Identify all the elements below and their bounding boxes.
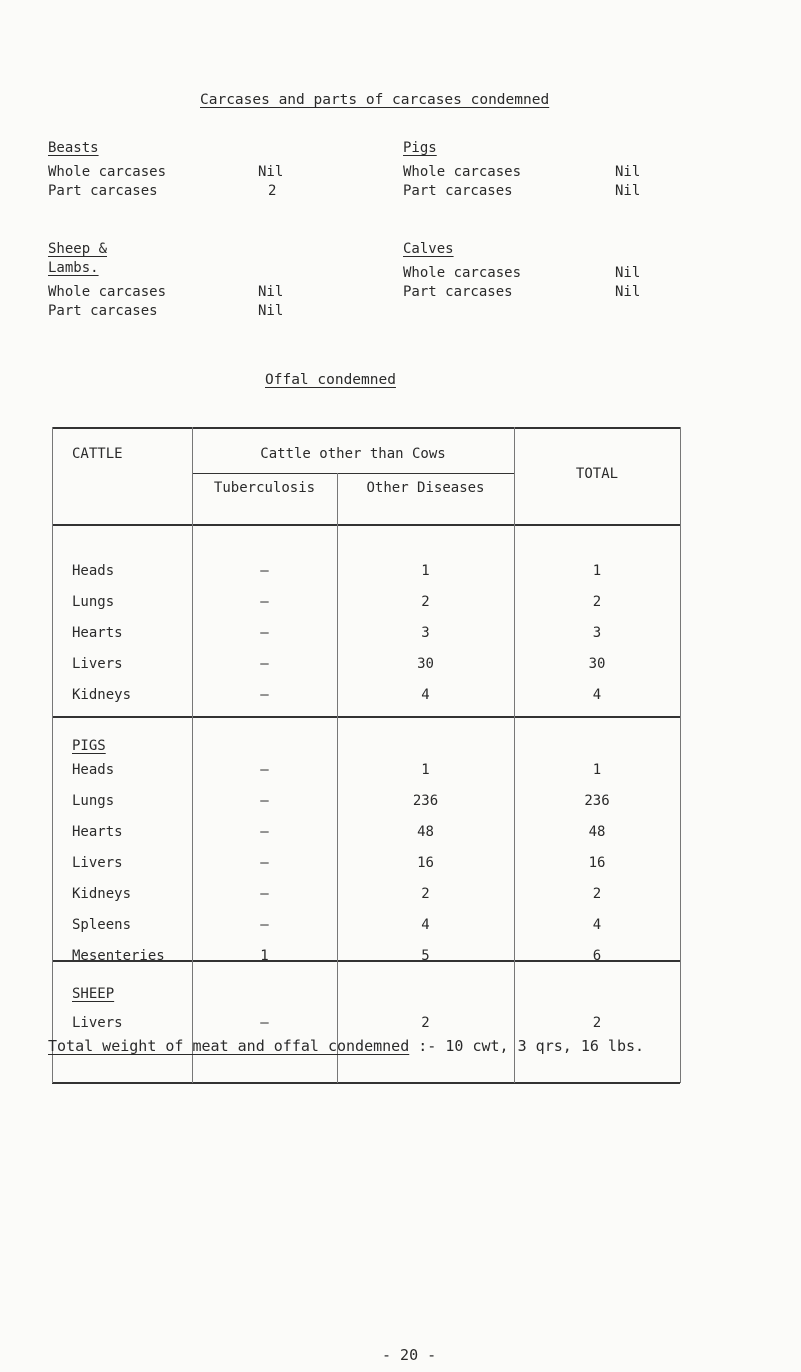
cattle-row-organ: Kidneys bbox=[72, 687, 132, 703]
pigs-row-tb: — bbox=[260, 762, 269, 778]
cattle-row-organ: Heads bbox=[72, 563, 115, 579]
cattle-row-tb: — bbox=[260, 594, 269, 610]
cattle-row-total: 3 bbox=[592, 625, 602, 641]
pigs-row-tb: — bbox=[260, 793, 269, 809]
calves-whole-value: Nil bbox=[615, 265, 641, 281]
sheep-part-label: Part carcases bbox=[48, 303, 158, 319]
beasts-whole-label: Whole carcases bbox=[48, 164, 167, 180]
offal-title: Offal condemned bbox=[265, 372, 396, 388]
header-other-diseases: Other Diseases bbox=[366, 480, 485, 496]
total-weight-label: Total weight of meat and offal condemned bbox=[48, 1037, 410, 1055]
sheep-row-total: 2 bbox=[592, 1015, 602, 1031]
pigs-row-organ: Kidneys bbox=[72, 886, 132, 902]
cattle-row-other: 3 bbox=[421, 625, 430, 641]
pigs-row-total: 48 bbox=[588, 824, 606, 840]
pigs-row-total: 2 bbox=[592, 886, 602, 902]
pigs-whole-label: Whole carcases bbox=[403, 164, 522, 180]
cattle-row-total: 2 bbox=[592, 594, 602, 610]
cattle-row-other: 30 bbox=[417, 656, 434, 672]
sheep-section-heading: SHEEP bbox=[72, 986, 115, 1002]
cattle-row-organ: Lungs bbox=[72, 594, 115, 610]
sheep-row-organ: Livers bbox=[72, 1015, 123, 1031]
pigs-row-other: 16 bbox=[417, 855, 434, 871]
calves-whole-label: Whole carcases bbox=[403, 265, 522, 281]
sheep-part-value: Nil bbox=[258, 303, 284, 319]
sheep-row-other: 2 bbox=[421, 1015, 430, 1031]
pigs-row-other: 4 bbox=[421, 917, 430, 933]
pigs-row-tb: — bbox=[260, 917, 269, 933]
page-title: Carcases and parts of carcases condemned bbox=[200, 92, 550, 108]
pigs-row-total: 4 bbox=[592, 917, 602, 933]
cattle-row-total: 30 bbox=[588, 656, 606, 672]
pigs-row-tb: — bbox=[260, 824, 269, 840]
cattle-row-organ: Livers bbox=[72, 656, 123, 672]
beasts-heading: Beasts bbox=[48, 140, 99, 156]
cattle-row-other: 2 bbox=[421, 594, 430, 610]
page-number: - 20 - bbox=[382, 1346, 437, 1364]
sheep-whole-value: Nil bbox=[258, 284, 284, 300]
header-tuberculosis: Tuberculosis bbox=[213, 480, 316, 496]
sheep-row-tb: — bbox=[260, 1015, 269, 1031]
pigs-row-organ: Heads bbox=[72, 762, 115, 778]
pigs-row-tb: 1 bbox=[260, 948, 269, 964]
calves-part-label: Part carcases bbox=[403, 284, 513, 300]
pigs-row-total: 1 bbox=[592, 762, 602, 778]
pigs-row-organ: Mesenteries bbox=[72, 948, 165, 964]
pigs-row-tb: — bbox=[260, 886, 269, 902]
beasts-part-value: 2 bbox=[268, 183, 277, 199]
pigs-row-other: 5 bbox=[421, 948, 430, 964]
calves-heading: Calves bbox=[403, 241, 454, 257]
cattle-row-other: 4 bbox=[421, 687, 430, 703]
header-cattle-other-than-cows: Cattle other than Cows bbox=[260, 446, 446, 462]
pigs-row-total: 16 bbox=[588, 855, 606, 871]
cattle-row-total: 4 bbox=[592, 687, 602, 703]
pigs-section-heading: PIGS bbox=[72, 738, 106, 754]
pigs-row-organ: Hearts bbox=[72, 824, 123, 840]
cattle-row-tb: — bbox=[260, 625, 269, 641]
pigs-row-tb: — bbox=[260, 855, 269, 871]
pigs-part-value: Nil bbox=[615, 183, 641, 199]
total-weight bbox=[48, 1037, 644, 1055]
pigs-row-organ: Livers bbox=[72, 855, 123, 871]
pigs-row-organ: Spleens bbox=[72, 917, 132, 933]
header-total: TOTAL bbox=[575, 466, 619, 482]
pigs-row-other: 48 bbox=[417, 824, 434, 840]
cattle-row-total: 1 bbox=[592, 563, 602, 579]
cattle-row-other: 1 bbox=[421, 563, 430, 579]
pigs-row-total: 6 bbox=[592, 948, 602, 964]
header-cattle: CATTLE bbox=[72, 446, 123, 462]
pigs-part-label: Part carcases bbox=[403, 183, 513, 199]
calves-part-value: Nil bbox=[615, 284, 641, 300]
pigs-row-other: 236 bbox=[412, 793, 439, 809]
pigs-row-other: 2 bbox=[421, 886, 430, 902]
beasts-whole-value: Nil bbox=[258, 164, 284, 180]
cattle-row-organ: Hearts bbox=[72, 625, 123, 641]
pigs-heading: Pigs bbox=[403, 140, 437, 156]
pigs-row-other: 1 bbox=[421, 762, 430, 778]
total-weight-value: :- 10 cwt, 3 qrs, 16 lbs. bbox=[418, 1037, 645, 1055]
cattle-row-tb: — bbox=[260, 656, 269, 672]
pigs-row-organ: Lungs bbox=[72, 793, 115, 809]
sheep-whole-label: Whole carcases bbox=[48, 284, 167, 300]
cattle-row-tb: — bbox=[260, 687, 269, 703]
pigs-whole-value: Nil bbox=[615, 164, 641, 180]
cattle-row-tb: — bbox=[260, 563, 269, 579]
pigs-row-total: 236 bbox=[584, 793, 610, 809]
sheep-heading-line1: Sheep & bbox=[48, 241, 108, 257]
beasts-part-label: Part carcases bbox=[48, 183, 158, 199]
sheep-heading-line2: Lambs. bbox=[48, 260, 99, 276]
